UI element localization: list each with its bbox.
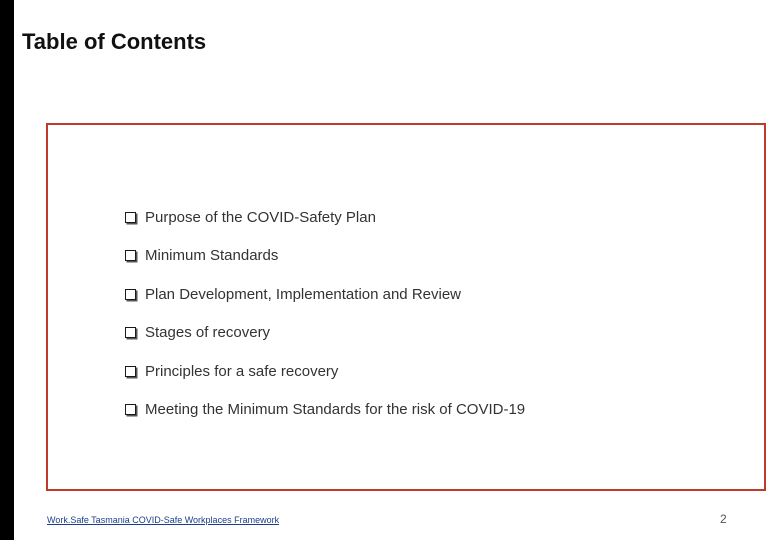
- footer-link[interactable]: Work.Safe Tasmania COVID-Safe Workplaces Framework: [47, 515, 280, 525]
- list-item: [125, 399, 525, 421]
- left-accent-bar: [0, 0, 14, 540]
- toc-item-label: Stages of recovery: [145, 324, 271, 342]
- checkbox-icon: [125, 366, 136, 377]
- checkbox-icon: [125, 212, 136, 223]
- page-number: 2: [720, 512, 727, 526]
- checkbox-icon: [125, 250, 136, 261]
- list-item: [125, 360, 525, 382]
- toc-item-label: Plan Development, Implementation and Review: [145, 285, 462, 303]
- list-item: [125, 322, 525, 344]
- checkbox-icon: [125, 404, 136, 415]
- page-title: Table of Contents: [22, 29, 207, 54]
- checkbox-icon: [125, 327, 136, 338]
- toc-list: [125, 206, 525, 438]
- toc-item-label: Minimum Standards: [145, 247, 279, 265]
- list-item: [125, 283, 525, 305]
- list-item: [125, 245, 525, 267]
- toc-item-label: Principles for a safe recovery: [145, 362, 339, 380]
- toc-item-label: Meeting the Minimum Standards for the risk of COVID-19: [145, 401, 526, 419]
- toc-item-label: Purpose of the COVID-Safety Plan: [145, 208, 376, 226]
- list-item: [125, 206, 525, 228]
- checkbox-icon: [125, 289, 136, 300]
